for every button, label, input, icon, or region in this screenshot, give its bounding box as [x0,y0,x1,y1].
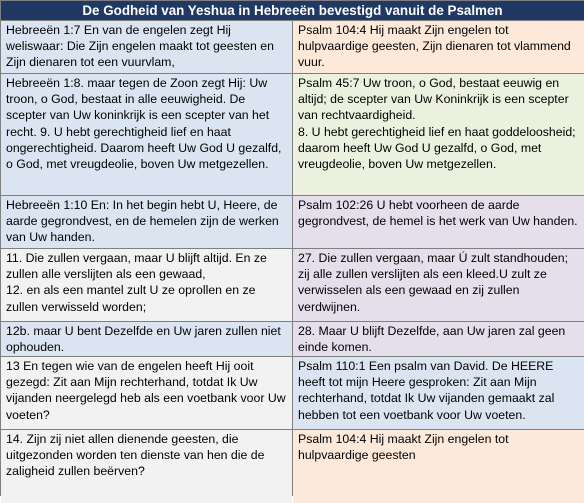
psalm-cell-5 [293,322,584,356]
cell-text: Psalm 102:26 U hebt voorheen de aarde gegrondvest, de hemel is het werk van Uw handen. [298,198,578,229]
hebrews-cell-4 [1,249,292,321]
table-title: De Godheid van Yeshua in Hebreeën bevestigd vanuit de Psalmen [1,1,584,20]
psalm-cell-6 [293,357,584,429]
cell-text: 28. Maar U blijft Dezelfde, aan Uw jaren zal geen einde komen. [298,324,566,355]
cell-text: Psalm 104:4 Hij maakt Zijn engelen tot hulpvaardige geesten, Zijn dienaren tot vlammend vuur. [298,23,571,70]
cell-text: 13 En tegen wie van de engelen heeft Hij ooit gezegd: Zit aan Mijn rechterhand, totdat Ik Uw vijanden neergelegd heb als een voetbank voor Uw voeten? [6,359,286,422]
cell-text: Psalm 45:7 Uw troon, o God, bestaat eeuwig en altijd; de scepter van Uw Koninkrijk is een scepter van rechtvaardigheid. 8. U hebt gerechtigheid lief en haat goddeloosheid; daarom heeft Uw God U gezalfd, o God, met vreugdeolie, boven Uw metgezellen. [298,76,576,172]
hebrews-cell-2 [1,74,292,195]
cell-text: 27. Die zullen vergaan, maar Ú zult standhouden; zij alle zullen verslijten als een kleed.U zult ze verwisselen als een gewaad en zij zullen verdwijnen. [298,251,569,314]
cell-text: Psalm 104:4 Hij maakt Zijn engelen tot hulpvaardige geesten [298,432,509,463]
psalm-cell-1 [293,21,584,73]
cell-text: Hebreeën 1:7 En van de engelen zegt Hij weliswaar: Die Zijn engelen maakt tot geesten en Zijn dienaren tot een vuurvlam, [6,23,274,70]
hebrews-cell-3 [1,196,292,248]
hebrews-cell-7 [1,430,292,503]
cell-text: Psalm 110:1 Een psalm van David. De HEERE heeft tot mijn Heere gesproken: Zit aan Mijn rechterhand, totdat Ik Uw vijanden gemaakt zal hebben tot een voetbank voor Uw voeten. [298,359,555,422]
hebrews-cell-1 [1,21,292,73]
cell-text: Hebreeën 1:8. maar tegen de Zoon zegt Hij: Uw troon, o God, bestaat in alle eeuwigheid. De scepter van Uw koninkrijk is een scepter van het recht. 9. U hebt gerechtigheid lief en haat ongerechtigheid. Daarom heeft Uw God U gezalfd, o God, met vreugdeolie, boven Uw metgezellen. [6,76,282,172]
cell-text: Hebreeën 1:10 En: In het begin hebt U, Heere, de aarde gegrondvest, en de hemelen zijn de werken van Uw handen. [6,198,279,245]
cell-text: 14. Zijn zij niet allen dienende geesten, die uitgezonden worden ten dienste van hen die de zaligheid zullen beërven? [6,432,265,479]
cell-text: 11. Die zullen vergaan, maar U blijft altijd. En ze zullen alle verslijten als een gewaad, 12. en als een mantel zult U ze oprollen en ze zullen verwisseld worden; [6,251,267,314]
psalm-cell-3 [293,196,584,248]
hebrews-cell-6 [1,357,292,429]
cell-text: 12b. maar U bent Dezelfde en Uw jaren zullen niet ophouden. [6,324,281,355]
psalm-cell-7 [293,430,584,503]
psalm-cell-2 [293,74,584,195]
hebrews-cell-5 [1,322,292,356]
psalm-cell-4 [293,249,584,321]
